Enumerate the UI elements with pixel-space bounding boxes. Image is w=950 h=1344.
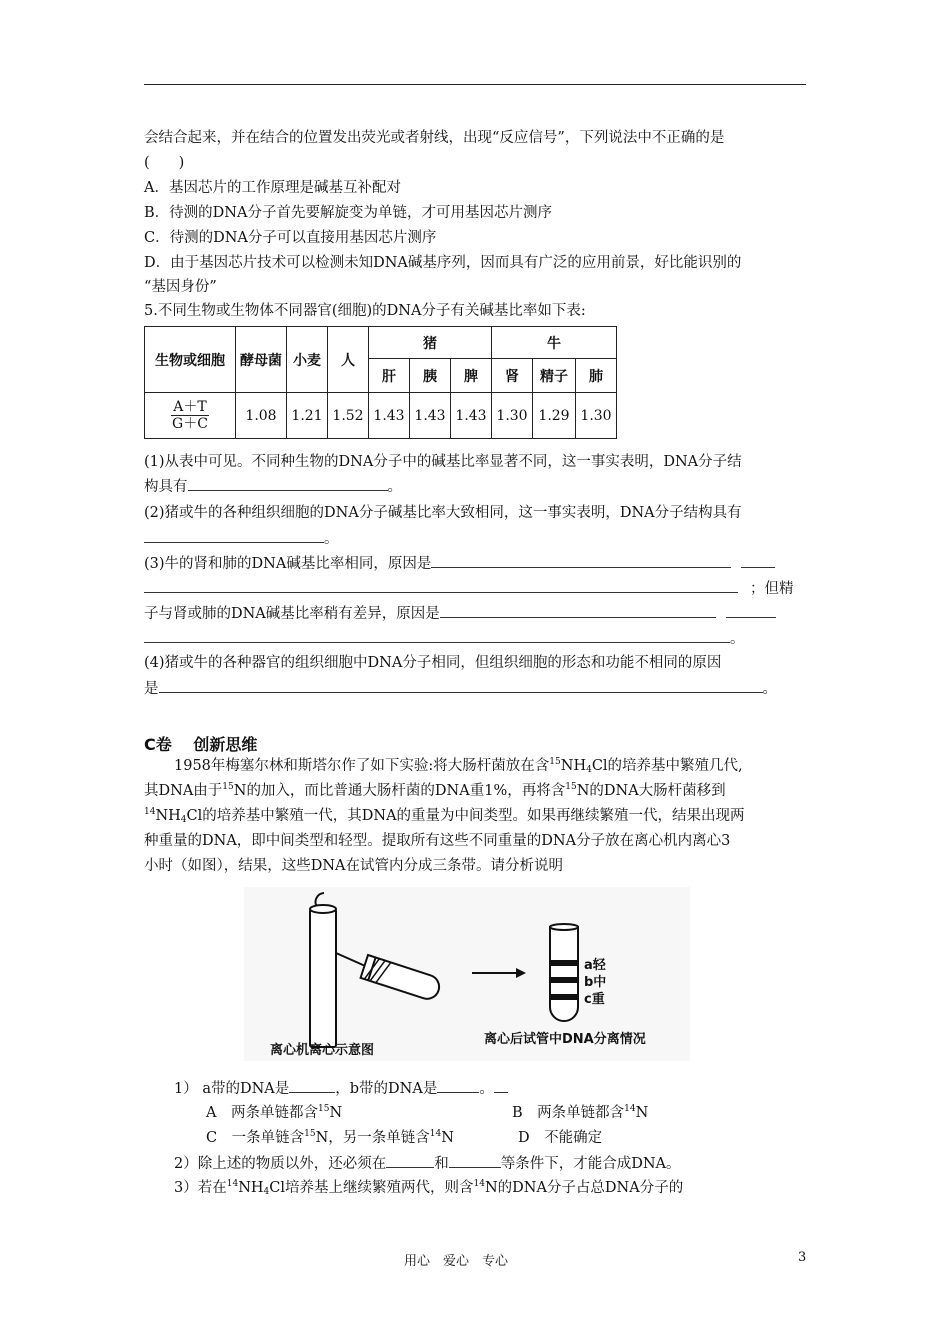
sub: 4	[263, 1187, 270, 1197]
value-human: 1.52	[328, 393, 369, 439]
section-c-para-line2	[144, 781, 726, 801]
section-c-para-line5: 小时（如图），结果，这些DNA在试管内分成三条带。请分析说明	[144, 858, 564, 874]
q5-sub3	[144, 553, 775, 574]
text: Cl的培养基中繁殖几代,	[591, 758, 743, 774]
text: 其DNA由于	[144, 783, 223, 799]
text: N的加入，而比普通大肠杆菌的DNA重1%，再将含	[233, 783, 566, 799]
footer-motto: 用心 爱心 专心	[404, 1254, 509, 1269]
answer-blank[interactable]	[188, 476, 388, 491]
q5-sub2-line2	[144, 528, 339, 549]
answer-blank[interactable]	[144, 628, 730, 643]
answer-blank[interactable]	[741, 553, 775, 568]
q4-option-c: C．待测的DNA分子可以直接用基因芯片测序	[144, 230, 437, 246]
figure-right-caption: 离心后试管中DNA分离情况	[484, 1032, 646, 1047]
answer-blank[interactable]	[437, 1078, 479, 1093]
q5-sub3-line2	[144, 578, 794, 599]
sup: 14	[144, 807, 156, 817]
q5-sub3-reason-lead: 子与肾或肺的DNA碱基比率稍有差异，原因是	[144, 606, 440, 622]
col-header-cow-sperm: 精子	[533, 359, 576, 393]
arrow-right-icon	[516, 968, 526, 978]
text: Cl的培养基中繁殖一代，其DNA的重量为中间类型。如果再继续繁殖一代，结果出现两	[186, 808, 745, 824]
upright-test-tube-icon	[550, 924, 578, 1021]
q5-sub3-end: ；但精	[750, 581, 794, 597]
sup: 14	[473, 1179, 485, 1189]
col-header-organism: 生物或细胞	[145, 327, 236, 393]
value-pig-spleen: 1.43	[451, 393, 492, 439]
q5-sub2-end: 。	[324, 531, 339, 547]
text: 1） a带的DNA是	[174, 1081, 290, 1097]
text: N	[329, 1105, 343, 1121]
q5-intro: 5.不同生物或生物体不同器官(细胞)的DNA分子有关碱基比率如下表:	[144, 303, 586, 319]
section-c-para-line1	[174, 756, 743, 776]
text: 3）若在	[174, 1180, 227, 1196]
answer-blank[interactable]	[449, 1153, 501, 1168]
centrifuge-diagram	[244, 887, 690, 1061]
ratio-denominator: G＋C	[172, 416, 208, 432]
sup: 15	[317, 1104, 330, 1114]
q5-sub3-line4	[144, 628, 745, 649]
answer-blank[interactable]	[289, 1078, 335, 1093]
q5-sub1-end: 。	[387, 479, 402, 495]
section-c-para-line3	[144, 806, 745, 826]
band-b	[550, 977, 578, 983]
q5-sub4-end: 。	[762, 681, 777, 697]
col-header-wheat: 小麦	[287, 327, 328, 393]
ratio-fraction	[171, 399, 208, 432]
value-cow-kidney: 1.30	[492, 393, 533, 439]
text: NH	[238, 1180, 264, 1196]
col-header-human: 人	[328, 327, 369, 393]
text: Cl培养基上继续繁殖两代，则含	[269, 1180, 474, 1196]
c-q1-option-a	[206, 1103, 342, 1123]
base-ratio-table	[144, 326, 617, 439]
band-a	[550, 960, 578, 966]
sub: 4	[586, 765, 592, 775]
tilted-test-tube-icon	[361, 955, 443, 1002]
c-q3	[174, 1178, 683, 1198]
q4-option-d-cont: “基因身份”	[144, 279, 217, 295]
value-pig-liver: 1.43	[369, 393, 410, 439]
figure-left-caption: 离心机离心示意图	[270, 1043, 375, 1058]
answer-blank[interactable]	[159, 678, 763, 693]
text: N的DNA大肠杆菌移到	[576, 783, 726, 799]
q5-sub4: (4)猪或牛的各种器官的组织细胞中DNA分子相同，但组织细胞的形态和功能不相同的原因	[144, 655, 722, 671]
text: 。	[479, 1081, 494, 1097]
col-header-pig: 猪	[369, 327, 492, 359]
q4-stem: 会结合起来，并在结合的位置发出荧光或者射线，出现“反应信号”，下列说法中不正确的是	[144, 130, 725, 146]
answer-blank[interactable]	[386, 1153, 434, 1168]
col-header-pig-spleen: 脾	[451, 359, 492, 393]
col-header-yeast: 酵母菌	[236, 327, 287, 393]
c-q1-option-b	[512, 1103, 648, 1123]
sup: 15	[549, 757, 561, 767]
sup: 15	[565, 782, 577, 792]
answer-blank[interactable]	[494, 1078, 508, 1093]
q5-sub1-lead: 构具有	[144, 479, 188, 495]
band-c	[550, 994, 578, 1000]
q4-answer-paren: ( )	[144, 155, 185, 171]
q4-option-d: D．由于基因芯片技术可以检测未知DNA碱基序列，因而具有广泛的应用前景，好比能识别的	[144, 255, 742, 271]
c-q1	[174, 1078, 508, 1099]
q4-option-b: B．待测的DNA分子首先要解旋变为单链，才可用基因芯片测序	[144, 205, 552, 221]
answer-blank[interactable]	[144, 578, 738, 593]
c-q1-option-c	[206, 1128, 454, 1148]
text: N	[635, 1105, 649, 1121]
value-cow-sperm: 1.29	[533, 393, 576, 439]
text: NH	[155, 808, 181, 824]
answer-blank[interactable]	[440, 603, 716, 618]
answer-blank[interactable]	[726, 603, 776, 618]
q5-sub4-lead: 是	[144, 681, 159, 697]
answer-blank[interactable]	[144, 528, 324, 543]
q5-sub3-line3	[144, 603, 776, 624]
q5-sub2: (2)猪或牛的各种组织细胞的DNA分子碱基比率大致相同，这一事实表明，DNA分子结构具有	[144, 505, 742, 521]
text: 等条件下，才能合成DNA。	[500, 1156, 681, 1172]
text: C 一条单链含	[206, 1130, 305, 1146]
sub: 4	[180, 815, 187, 825]
header-rule	[144, 84, 806, 85]
text: 1958年梅塞尔林和斯塔尔作了如下实验:将大肠杆菌放在含	[174, 758, 550, 774]
sup: 15	[304, 1129, 316, 1139]
table-row	[145, 393, 617, 439]
col-header-cow-kidney: 肾	[492, 359, 533, 393]
text: ，b带的DNA是	[335, 1081, 438, 1097]
c-q1-option-d: D 不能确定	[518, 1130, 603, 1146]
sup: 14	[226, 1179, 239, 1189]
sup: 14	[429, 1129, 442, 1139]
col-header-cow: 牛	[492, 327, 617, 359]
section-c-heading: C卷 创新思维	[144, 735, 258, 754]
text: 2）除上述的物质以外，还必须在	[174, 1156, 387, 1172]
ratio-formula-cell	[145, 393, 236, 439]
q5-sub1: (1)从表中可见。不同种生物的DNA分子中的碱基比率显著不同，这一事实表明，DNA分子结	[144, 454, 742, 470]
q5-sub3-reason-end: 。	[730, 631, 745, 647]
text: NH	[560, 758, 587, 774]
value-cow-lung: 1.30	[576, 393, 617, 439]
value-pig-pancreas: 1.43	[410, 393, 451, 439]
value-wheat: 1.21	[287, 393, 328, 439]
text: N	[441, 1130, 454, 1146]
section-c-para-line4: 种重量的DNA，即中间类型和轻型。提取所有这些不同重量的DNA分子放在离心机内离心3	[144, 833, 731, 849]
text: N的DNA分子占总DNA分子的	[484, 1180, 684, 1196]
band-b-label: b中	[584, 975, 607, 990]
ratio-numerator: A＋T	[173, 399, 207, 415]
text: B 两条单链都含	[512, 1105, 625, 1121]
col-header-cow-lung: 肺	[576, 359, 617, 393]
sup: 14	[624, 1104, 636, 1114]
text: A 两条单链都含	[206, 1105, 318, 1121]
band-c-label: c重	[584, 992, 605, 1007]
c-q2	[174, 1153, 681, 1174]
col-header-pig-liver: 肝	[369, 359, 410, 393]
text: N，另一条单链含	[315, 1130, 430, 1146]
page-number: 3	[798, 1250, 807, 1265]
value-yeast: 1.08	[236, 393, 287, 439]
col-header-pig-pancreas: 胰	[410, 359, 451, 393]
centrifuge-figure	[244, 887, 690, 1061]
q4-option-a: A．基因芯片的工作原理是碱基互补配对	[144, 180, 401, 196]
centrifuge-shaft-icon	[310, 909, 336, 1047]
q5-sub4-line2	[144, 678, 777, 699]
band-a-label: a轻	[584, 958, 606, 973]
answer-blank[interactable]	[431, 553, 731, 568]
q5-sub1-line2	[144, 476, 402, 497]
sup: 15	[222, 782, 234, 792]
q5-sub3-lead: (3)牛的肾和肺的DNA碱基比率相同，原因是	[144, 556, 432, 572]
text: 和	[434, 1156, 449, 1172]
